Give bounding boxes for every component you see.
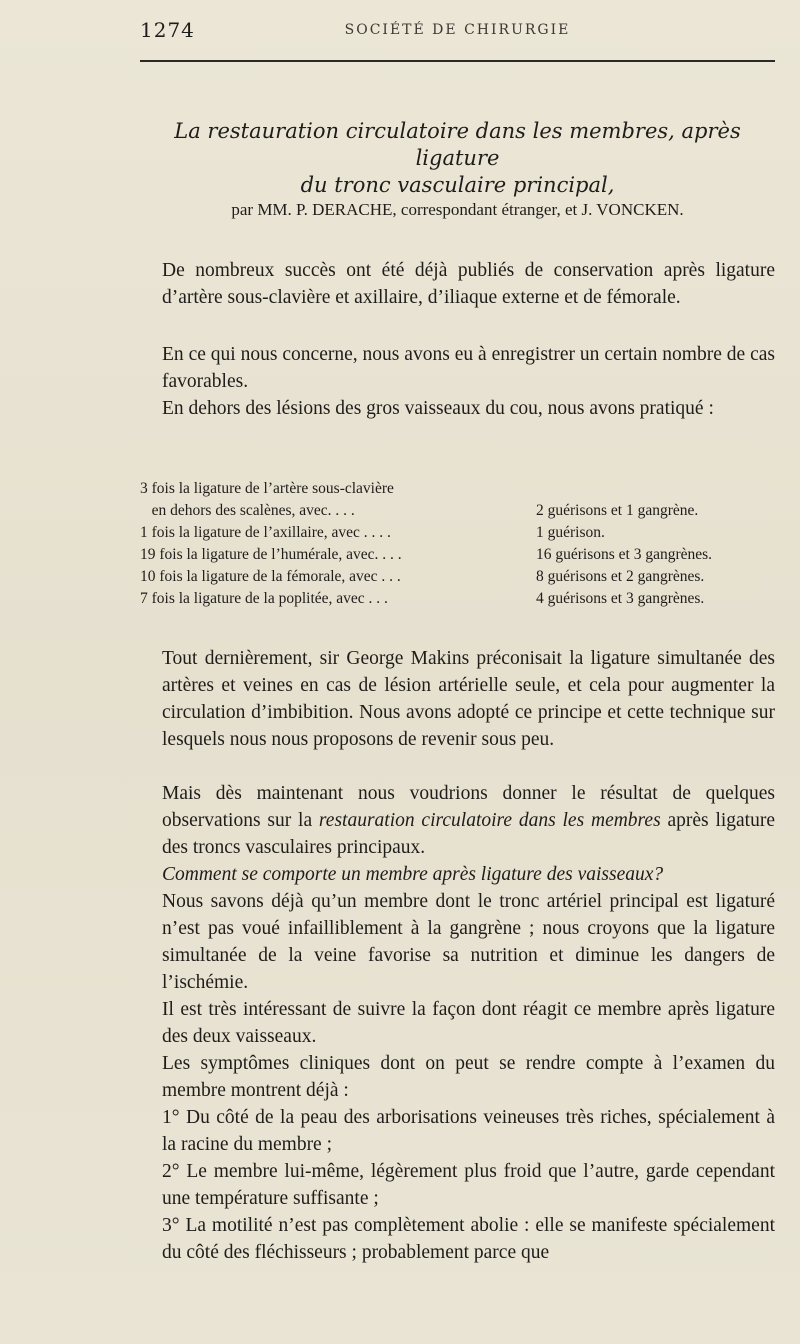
table-row — [140, 478, 780, 500]
table-cell-right: 16 guérisons et 3 gangrènes. — [536, 546, 713, 563]
table-row — [140, 588, 780, 610]
paragraph-7-text: Nous savons déjà qu’un membre dont le tronc artériel principal est ligaturé n’est pas voué infailliblement à la gangrène ; nous croyons que la ligature simultanée de la veine favorise sa nutrition et diminue les dangers de l’ischémie. — [162, 891, 775, 993]
header-rule — [140, 60, 775, 62]
table-cell-right: 8 guérisons et 2 gangrènes. — [536, 568, 705, 585]
paragraph-10 — [140, 1104, 775, 1158]
paragraph-3 — [140, 395, 775, 422]
title-line-1: La restauration circulatoire dans les membres, après ligature — [174, 119, 741, 170]
paragraph-7 — [140, 888, 775, 996]
section-question: Comment se comporte un membre après ligature des vaisseaux? — [162, 864, 664, 885]
table-cell-left: 19 fois la ligature de l’humérale, avec. . . . — [140, 546, 402, 563]
paragraph-5-text — [140, 780, 775, 861]
table-cell-left: 1 fois la ligature de l’axillaire, avec . . . . — [140, 524, 391, 541]
paragraph-4 — [140, 645, 775, 753]
running-title: SOCIÉTÉ DE CHIRURGIE — [344, 22, 571, 38]
paragraph-2-text: En ce qui nous concerne, nous avons eu à enregistrer un certain nombre de cas favorables. — [162, 344, 775, 392]
paragraph-9 — [140, 1050, 775, 1104]
table-row — [140, 500, 780, 522]
paragraph-12-text: 3° La motilité n’est pas complètement abolie : elle se manifeste spécialement du côté des fléchisseurs ; probablement parce que — [162, 1215, 775, 1263]
paragraph-9-text: Les symptômes cliniques dont on peut se rendre compte à l’examen du membre montrent déjà : — [162, 1053, 775, 1101]
paragraph-1 — [140, 257, 775, 311]
paragraph-5-start: Mais dès maintenant nous voudrions donner le résultat de quelques observations sur la — [162, 783, 775, 831]
article-title — [140, 118, 775, 199]
paragraph-8 — [140, 996, 775, 1050]
table-row — [140, 544, 780, 566]
table-cell-right: 2 guérisons et 1 gangrène. — [536, 502, 699, 519]
table-row — [140, 566, 780, 588]
title-line-2: du tronc vasculaire principal, — [300, 173, 615, 197]
ligature-table — [140, 478, 780, 610]
paragraph-10-text: 1° Du côté de la peau des arborisations veineuses très riches, spécialement à la racine du membre ; — [162, 1107, 775, 1155]
paragraph-5 — [140, 780, 775, 861]
table-cell-left: 10 fois la ligature de la fémorale, avec . . . — [140, 568, 401, 585]
paragraph-11 — [140, 1158, 775, 1212]
paragraph-8-text: Il est très intéressant de suivre la façon dont réagit ce membre après ligature des deux vaisseaux. — [162, 999, 775, 1047]
paragraph-5-italic: restauration circulatoire dans les membres — [318, 810, 661, 831]
table-cell-left: 3 fois la ligature de l’artère sous-clavière — [140, 480, 394, 497]
paragraph-12 — [140, 1212, 775, 1266]
paragraph-6 — [140, 861, 775, 888]
table-row — [140, 522, 780, 544]
paragraph-4-text: Tout dernièrement, sir George Makins préconisait la ligature simultanée des artères et veines en cas de lésion artérielle seule, et cela pour augmenter la circulation d’imbibition. Nous avons adopté ce principe et cette technique sur lesquels nous nous proposons de revenir sous peu. — [162, 648, 775, 750]
table-cell-left: 7 fois la ligature de la poplitée, avec . . . — [140, 590, 388, 607]
table-cell-left: en dehors des scalènes, avec. . . . — [140, 502, 355, 519]
paragraph-5-end: après ligature des troncs vasculaires principaux. — [162, 810, 775, 858]
paragraph-11-text: 2° Le membre lui-même, légèrement plus froid que l’autre, garde cependant une température suffisante ; — [162, 1161, 775, 1209]
authors-line: par MM. P. DERACHE, correspondant étranger, et J. VONCKEN. — [231, 200, 684, 219]
paragraph-1-text: De nombreux succès ont été déjà publiés de conservation après ligature d’artère sous-clavière et axillaire, d’iliaque externe et de fémorale. — [162, 260, 775, 308]
page-number: 1274 — [140, 18, 195, 42]
paragraph-3-text: En dehors des lésions des gros vaisseaux du cou, nous avons pratiqué : — [162, 398, 714, 419]
paragraph-2 — [140, 341, 775, 395]
page-header — [140, 18, 775, 46]
table-cell-right: 4 guérisons et 3 gangrènes. — [536, 590, 705, 607]
table-cell-right: 1 guérison. — [536, 524, 605, 541]
